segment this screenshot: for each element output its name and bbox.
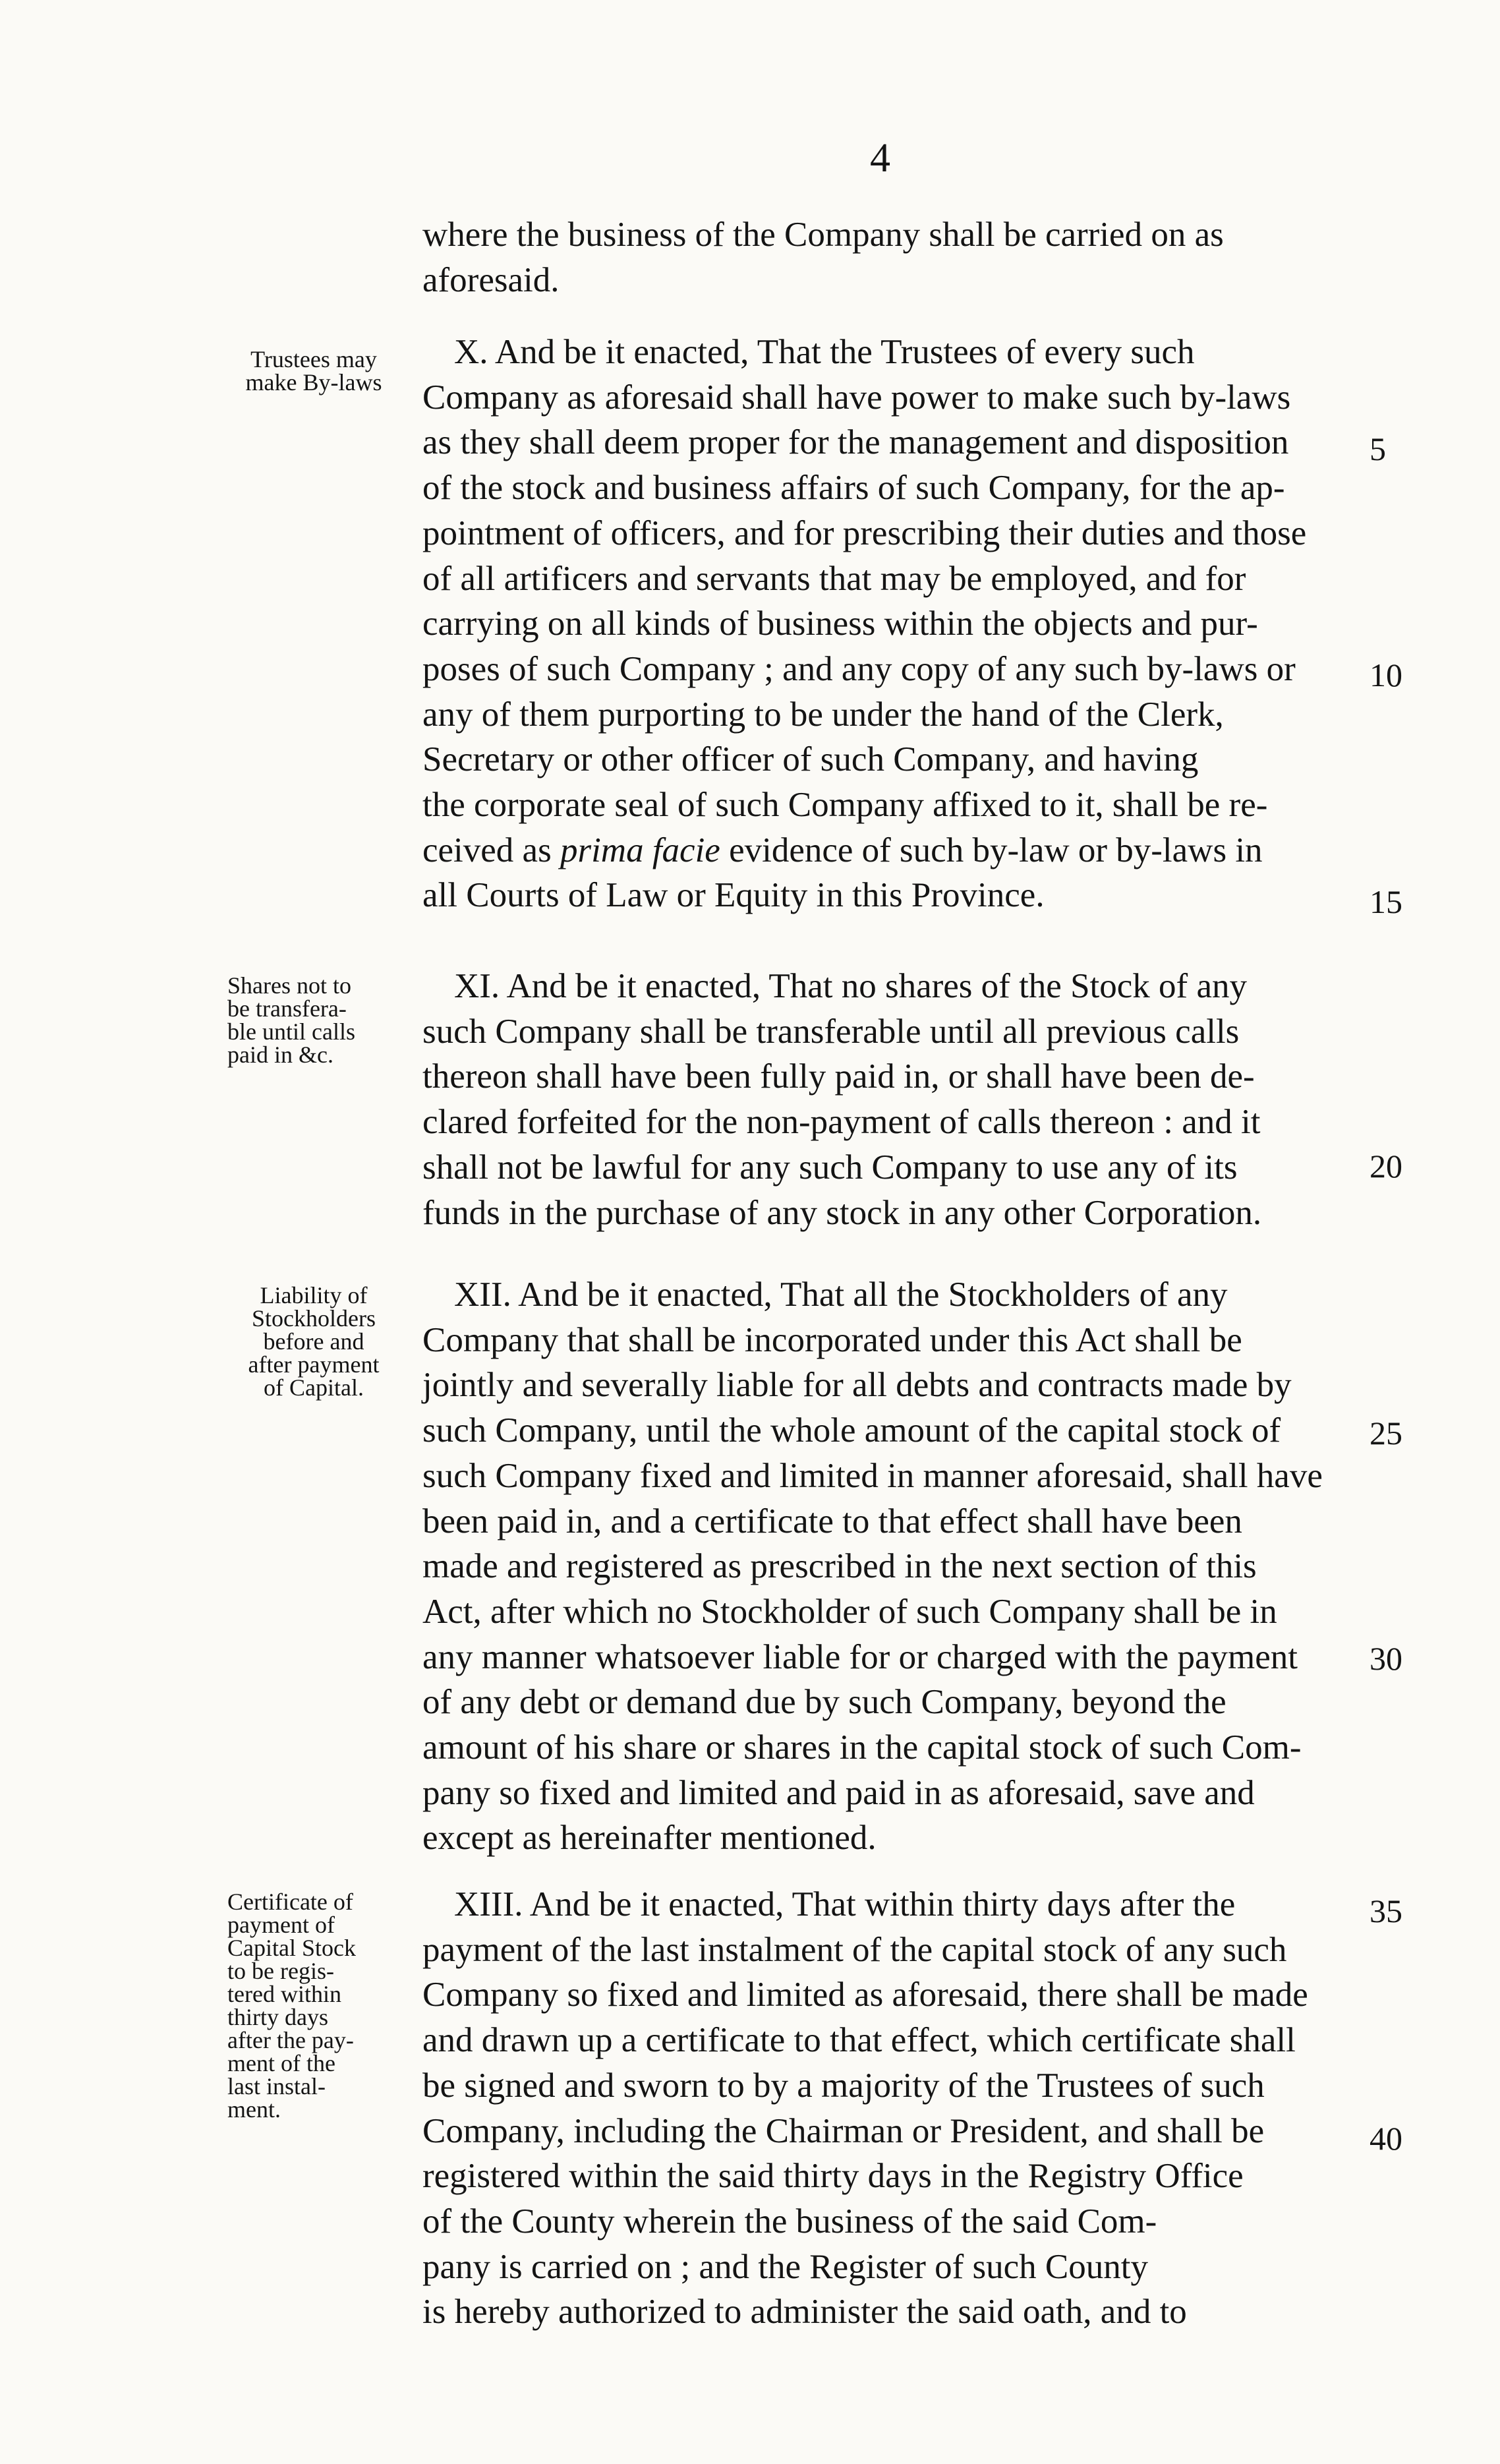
text-line: such Company, until the whole amount of the capital stock of xyxy=(422,1411,1281,1450)
text-line: all Courts of Law or Equity in this Province. xyxy=(422,876,1045,915)
line-number: 15 xyxy=(1370,883,1402,920)
text-fragment: evidence of such by-law or by-laws in xyxy=(729,831,1263,869)
text-line: funds in the purchase of any stock in any other Corporation. xyxy=(422,1193,1262,1232)
page-number: 4 xyxy=(870,136,890,181)
text-line: Company that shall be incorporated under this Act shall be xyxy=(422,1320,1242,1359)
line-number: 10 xyxy=(1370,657,1402,693)
margin-note-line: Trustees may xyxy=(250,346,377,372)
text-line: pany is carried on ; and the Register of such County xyxy=(422,2247,1148,2286)
margin-note-line: Shares not to xyxy=(227,972,351,999)
text-line: Company, including the Chairman or President, and shall be xyxy=(422,2111,1265,2150)
text-line: X. And be it enacted, That the Trustees of every such xyxy=(454,333,1195,371)
latin-phrase: prima facie xyxy=(560,831,720,869)
text-line xyxy=(422,828,1368,873)
section-x xyxy=(422,330,1368,918)
text-line: such Company fixed and limited in manner aforesaid, shall have xyxy=(422,1456,1323,1495)
margin-note-certificate-capital xyxy=(227,1891,400,2121)
text-line: except as hereinafter mentioned. xyxy=(422,1819,877,1858)
margin-note-shares-transferable xyxy=(227,974,400,1067)
margin-note-line: after payment xyxy=(248,1351,380,1378)
text-line: aforesaid. xyxy=(422,260,560,299)
paragraph-continuation xyxy=(422,212,1368,303)
margin-note-line: paid in &c. xyxy=(227,1041,333,1068)
margin-note-line: thirty days xyxy=(227,2004,328,2030)
margin-note-line: before and xyxy=(263,1328,364,1355)
section-xiii xyxy=(422,1882,1368,2335)
text-line: where the business of the Company shall be carried on as xyxy=(422,216,1224,254)
text-line: of any debt or demand due by such Company, beyond the xyxy=(422,1683,1226,1722)
text-line: such Company shall be transferable until all previous calls xyxy=(422,1012,1240,1051)
text-line: is hereby authorized to administer the said oath, and to xyxy=(422,2293,1187,2332)
margin-note-line: Capital Stock xyxy=(227,1935,356,1961)
line-number: 35 xyxy=(1370,1892,1402,1929)
margin-note-liability-stockholders xyxy=(227,1284,400,1399)
text-line: payment of the last instalment of the capital stock of any such xyxy=(422,1930,1287,1969)
text-line: Company as aforesaid shall have power to make such by-laws xyxy=(422,378,1291,417)
text-line: as they shall deem proper for the management and disposition xyxy=(422,423,1289,462)
margin-note-line: be transfera- xyxy=(227,995,347,1022)
text-line: Act, after which no Stockholder of such Company shall be in xyxy=(422,1592,1277,1631)
text-line: XII. And be it enacted, That all the Stockholders of any xyxy=(454,1276,1228,1314)
text-line: clared forfeited for the non-payment of calls thereon : and it xyxy=(422,1103,1261,1142)
margin-note-line: ment. xyxy=(227,2096,281,2123)
line-number: 25 xyxy=(1370,1415,1402,1452)
margin-note-line: payment of xyxy=(227,1912,335,1938)
text-line: of the stock and business affairs of such Company, for the ap- xyxy=(422,469,1285,508)
text-line: shall not be lawful for any such Company to use any of its xyxy=(422,1148,1238,1187)
text-line: Company so fixed and limited as aforesaid, there shall be made xyxy=(422,1976,1308,2014)
text-line: thereon shall have been fully paid in, or shall have been de- xyxy=(422,1057,1255,1096)
margin-note-line: after the pay- xyxy=(227,2027,354,2053)
section-xi xyxy=(422,964,1368,1235)
text-line: be signed and sworn to by a majority of the Trustees of such xyxy=(422,2066,1265,2105)
text-fragment: ceived as xyxy=(422,831,552,869)
text-line: pointment of officers, and for prescribing their duties and those xyxy=(422,513,1307,552)
margin-note-line: to be regis- xyxy=(227,1958,334,1984)
margin-note-line: ble until calls xyxy=(227,1018,355,1045)
margin-note-line: last instal- xyxy=(227,2073,326,2099)
text-line: registered within the said thirty days in the Registry Office xyxy=(422,2157,1244,2196)
margin-note-line: Liability of xyxy=(260,1282,368,1308)
text-line: pany so fixed and limited and paid in as aforesaid, save and xyxy=(422,1773,1255,1812)
text-line: of all artificers and servants that may be employed, and for xyxy=(422,559,1246,598)
text-line: of the County wherein the business of the said Com- xyxy=(422,2202,1157,2241)
text-line: been paid in, and a certificate to that effect shall have been xyxy=(422,1502,1242,1540)
margin-note-line: ment of the xyxy=(227,2050,335,2076)
line-number: 40 xyxy=(1370,2120,1402,2157)
line-number: 30 xyxy=(1370,1640,1402,1677)
text-line: XI. And be it enacted, That no shares of the Stock of any xyxy=(454,967,1247,1005)
margin-note-line: of Capital. xyxy=(264,1374,364,1401)
text-line: made and registered as prescribed in the next section of this xyxy=(422,1547,1257,1586)
margin-note-line: tered within xyxy=(227,1981,341,2007)
text-line: jointly and severally liable for all debts and contracts made by xyxy=(422,1366,1292,1405)
text-line: any of them purporting to be under the hand of the Clerk, xyxy=(422,695,1224,734)
text-line: amount of his share or shares in the capital stock of such Com- xyxy=(422,1728,1302,1767)
margin-note-trustees-bylaws xyxy=(227,348,400,394)
text-line: Secretary or other officer of such Company, and having xyxy=(422,740,1199,779)
margin-note-line: Certificate of xyxy=(227,1889,353,1915)
line-number: 5 xyxy=(1370,430,1386,467)
text-line: poses of such Company ; and any copy of any such by-laws or xyxy=(422,649,1296,688)
margin-note-line: Stockholders xyxy=(252,1305,376,1332)
text-line: XIII. And be it enacted, That within thirty days after the xyxy=(454,1885,1236,1923)
text-line: and drawn up a certificate to that effect, which certificate shall xyxy=(422,2021,1296,2060)
margin-note-line: make By-laws xyxy=(245,369,382,396)
text-line: carrying on all kinds of business within the objects and pur- xyxy=(422,604,1258,643)
line-number: 20 xyxy=(1370,1148,1402,1185)
text-line: the corporate seal of such Company affixed to it, shall be re- xyxy=(422,786,1268,825)
section-xii xyxy=(422,1272,1368,1861)
text-line: any manner whatsoever liable for or charged with the payment xyxy=(422,1637,1298,1676)
